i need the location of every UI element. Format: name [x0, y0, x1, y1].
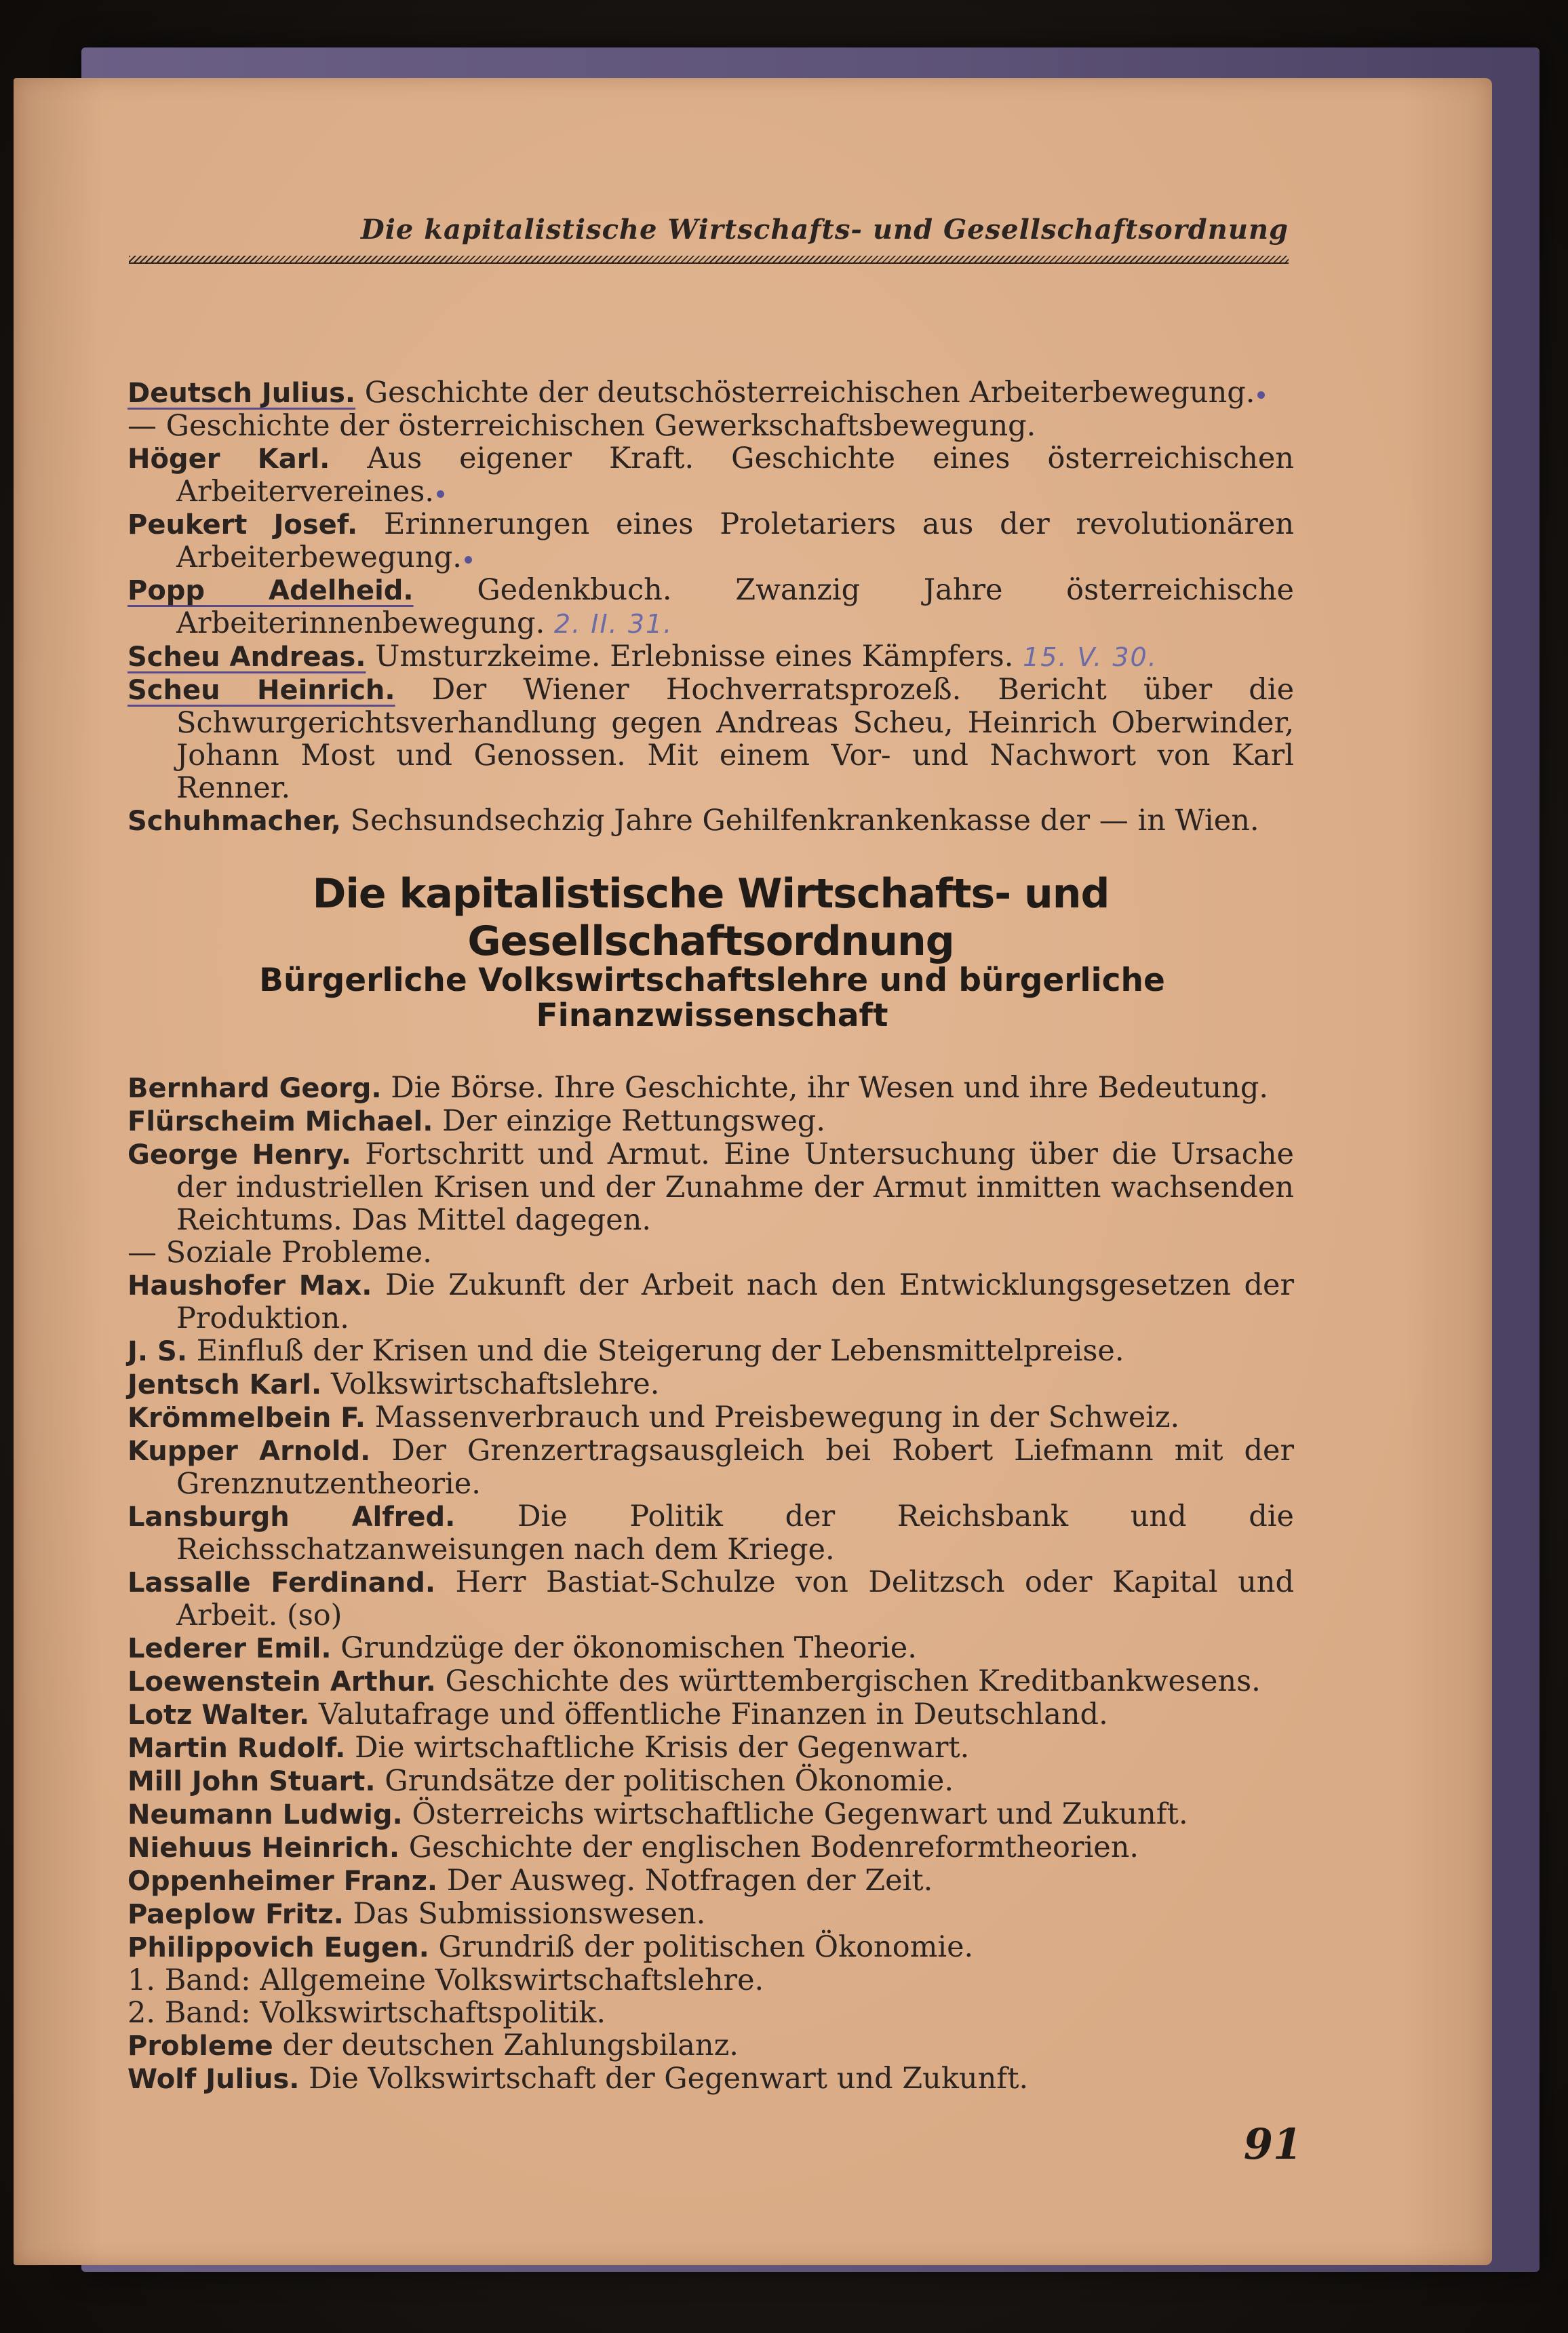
- entry-author: Paeplow Fritz.: [128, 1899, 344, 1930]
- entry-title: Valutafrage und öffentliche Finanzen in Deutschland.: [318, 1698, 1108, 1731]
- entry-title: — Soziale Probleme.: [128, 1236, 432, 1270]
- entry-title: Massenverbrauch und Preisbewegung in der Schweiz.: [374, 1400, 1180, 1434]
- entry-title: Die Zukunft der Arbeit nach den Entwicklungsgesetzen der Produktion.: [176, 1268, 1294, 1335]
- page-number: 91: [1243, 2119, 1302, 2169]
- pencil-dot: [437, 490, 444, 498]
- list-item: [128, 1765, 1294, 1798]
- entry-author: Jentsch Karl.: [128, 1369, 322, 1400]
- list-subitem: [128, 1964, 1294, 1997]
- list-subitem: [128, 1997, 1294, 2029]
- list-item: [128, 376, 1294, 410]
- entry-author: Neumann Ludwig.: [128, 1799, 403, 1830]
- entry-author: Philippovich Eugen.: [128, 1932, 429, 1963]
- list-item: [128, 804, 1294, 838]
- entry-author: George Henry.: [128, 1139, 351, 1171]
- entry-title: Herr Bastiat-Schulze von Delitzsch oder Kapital und Arbeit. (so): [176, 1565, 1295, 1632]
- entry-author: Lederer Emil.: [128, 1633, 332, 1664]
- entry-title: Österreichs wirtschaftliche Gegenwart und Zukunft.: [412, 1797, 1188, 1831]
- list-item: [128, 1434, 1294, 1500]
- entry-title: Das Submissionswesen.: [353, 1897, 706, 1931]
- entry-title: der deutschen Zahlungsbilanz.: [282, 2028, 739, 2062]
- entry-title: Gedenkbuch. Zwanzig Jahre österreichische Arbeiterinnenbewegung.: [176, 573, 1294, 640]
- entry-author: Schuhmacher,: [128, 806, 341, 837]
- list-item: [128, 1632, 1294, 1665]
- bottom-entry-list: [128, 1072, 1294, 2096]
- list-item: [128, 410, 1294, 442]
- list-item: [128, 1401, 1294, 1434]
- entry-title: Der Grenzertragsausgleich bei Robert Liefmann mit der Grenznutzentheorie.: [176, 1434, 1295, 1501]
- running-head: Die kapitalistische Wirtschafts- und Gesellschaftsordnung: [361, 214, 1289, 246]
- list-item: [128, 1335, 1294, 1368]
- entry-title: Aus eigener Kraft. Geschichte eines österreichischen Arbeitervereines.: [176, 442, 1294, 509]
- entry-title: Geschichte des württembergischen Kreditbankwesens.: [445, 1664, 1261, 1698]
- entry-author: Krömmelbein F.: [128, 1403, 366, 1434]
- handwritten-date: 15. V. 30.: [1023, 642, 1158, 672]
- list-item: [128, 1831, 1294, 1864]
- entry-title: Die Börse. Ihre Geschichte, ihr Wesen und ihre Bedeutung.: [391, 1071, 1269, 1105]
- list-item: [128, 1500, 1294, 1566]
- handwritten-date: 2. II. 31.: [553, 609, 673, 639]
- entry-author: Peukert Josef.: [128, 509, 358, 541]
- entry-author: Höger Karl.: [128, 444, 330, 475]
- entry-author: Popp Adelheid.: [128, 575, 414, 606]
- entry-author: Lassalle Ferdinand.: [128, 1567, 436, 1599]
- entry-author: Lotz Walter.: [128, 1700, 310, 1731]
- list-item: [128, 1665, 1294, 1698]
- entry-title: Der einzige Rettungsweg.: [442, 1104, 825, 1138]
- entry-title: Die wirtschaftliche Krisis der Gegenwart.: [354, 1731, 970, 1765]
- entry-author: Loewenstein Arthur.: [128, 1666, 436, 1698]
- entry-title: Fortschritt und Armut. Eine Untersuchung über die Ursache der industriellen Krisen und der Zunahme der Armut inmitten wachsenden Reichtums. Das Mittel dagegen.: [176, 1137, 1294, 1237]
- entry-title: 1. Band: Allgemeine Volkswirtschaftslehre.: [128, 1963, 764, 1997]
- header-rule: [129, 256, 1289, 264]
- entry-author: Lansburgh Alfred.: [128, 1502, 456, 1533]
- list-item: [128, 508, 1294, 574]
- entry-author: Scheu Heinrich.: [128, 675, 395, 706]
- pencil-dot: [465, 556, 472, 564]
- list-item: [128, 1368, 1294, 1401]
- entry-title: Volkswirtschaftslehre.: [330, 1367, 660, 1401]
- pencil-dot: [1257, 391, 1265, 399]
- list-item: [128, 1138, 1294, 1236]
- list-item: [128, 1798, 1294, 1831]
- entry-title: 2. Band: Volkswirtschaftspolitik.: [128, 1996, 606, 2030]
- entry-author: Wolf Julius.: [128, 2064, 300, 2095]
- subsection-title: Bürgerliche Volkswirtschaftslehre und bürgerliche Finanzwissenschaft: [259, 962, 1165, 1034]
- entry-author: Flürscheim Michael.: [128, 1106, 433, 1137]
- entry-author: Haushofer Max.: [128, 1270, 372, 1301]
- entry-author: Probleme: [128, 2031, 273, 2062]
- list-item: [128, 1236, 1294, 1269]
- list-item: [128, 1566, 1294, 1632]
- list-item: [128, 1864, 1294, 1898]
- entry-author: Scheu Andreas.: [128, 642, 366, 673]
- entry-title: Umsturzkeime. Erlebnisse eines Kämpfers.: [375, 640, 1014, 673]
- entry-title: Der Ausweg. Notfragen der Zeit.: [446, 1864, 933, 1898]
- list-item: [128, 574, 1294, 640]
- list-item: [128, 1105, 1294, 1138]
- entry-title: Der Wiener Hochverratsprozeß. Bericht über die Schwurgerichtsverhandlung gegen Andreas Scheu, Heinrich Oberwinder, Johann Most und Genossen. Mit einem Vor- und Nachwort von Karl Renner.: [176, 673, 1295, 805]
- top-entry-list: [128, 376, 1294, 838]
- entry-author: Bernhard Georg.: [128, 1073, 382, 1104]
- list-item: [128, 1269, 1294, 1335]
- entry-author: Kupper Arnold.: [128, 1436, 371, 1467]
- entry-title: Grundriß der politischen Ökonomie.: [438, 1930, 974, 1964]
- entry-title: Einfluß der Krisen und die Steigerung der Lebensmittelpreise.: [196, 1334, 1124, 1368]
- list-item: [128, 1931, 1294, 1964]
- entry-author: Martin Rudolf.: [128, 1733, 346, 1764]
- list-item: [128, 2029, 1294, 2062]
- section-title: Die kapitalistische Wirtschafts- und Gesellschaftsordnung: [312, 870, 1110, 965]
- entry-title: Die Volkswirtschaft der Gegenwart und Zukunft.: [309, 2062, 1029, 2096]
- list-item: [128, 1898, 1294, 1931]
- entry-author: J. S.: [128, 1336, 188, 1367]
- book-page: [14, 78, 1492, 2265]
- entry-author: Deutsch Julius.: [128, 378, 356, 409]
- entry-title: — Geschichte der österreichischen Gewerkschaftsbewegung.: [128, 409, 1036, 443]
- list-item: [128, 1731, 1294, 1765]
- entry-title: Geschichte der englischen Bodenreformtheorien.: [408, 1830, 1139, 1864]
- entry-author: Mill John Stuart.: [128, 1766, 376, 1797]
- entry-title: Die Politik der Reichsbank und die Reichsschatzanweisungen nach dem Kriege.: [176, 1499, 1295, 1567]
- entry-title: Geschichte der deutschösterreichischen Arbeiterbewegung.: [364, 376, 1255, 410]
- entry-author: Niehuus Heinrich.: [128, 1832, 400, 1864]
- entry-title: Sechsundsechzig Jahre Gehilfenkrankenkasse der — in Wien.: [350, 804, 1259, 838]
- list-item: [128, 1072, 1294, 1105]
- list-item: [128, 640, 1294, 673]
- entry-author: Oppenheimer Franz.: [128, 1866, 438, 1897]
- entry-title: Grundzüge der ökonomischen Theorie.: [340, 1631, 917, 1665]
- list-item: [128, 442, 1294, 508]
- list-item: [128, 1698, 1294, 1731]
- entry-title: Grundsätze der politischen Ökonomie.: [385, 1764, 954, 1798]
- list-item: [128, 2062, 1294, 2096]
- entry-title: Erinnerungen eines Proletariers aus der revolutionären Arbeiterbewegung.: [176, 507, 1295, 574]
- list-item: [128, 673, 1294, 804]
